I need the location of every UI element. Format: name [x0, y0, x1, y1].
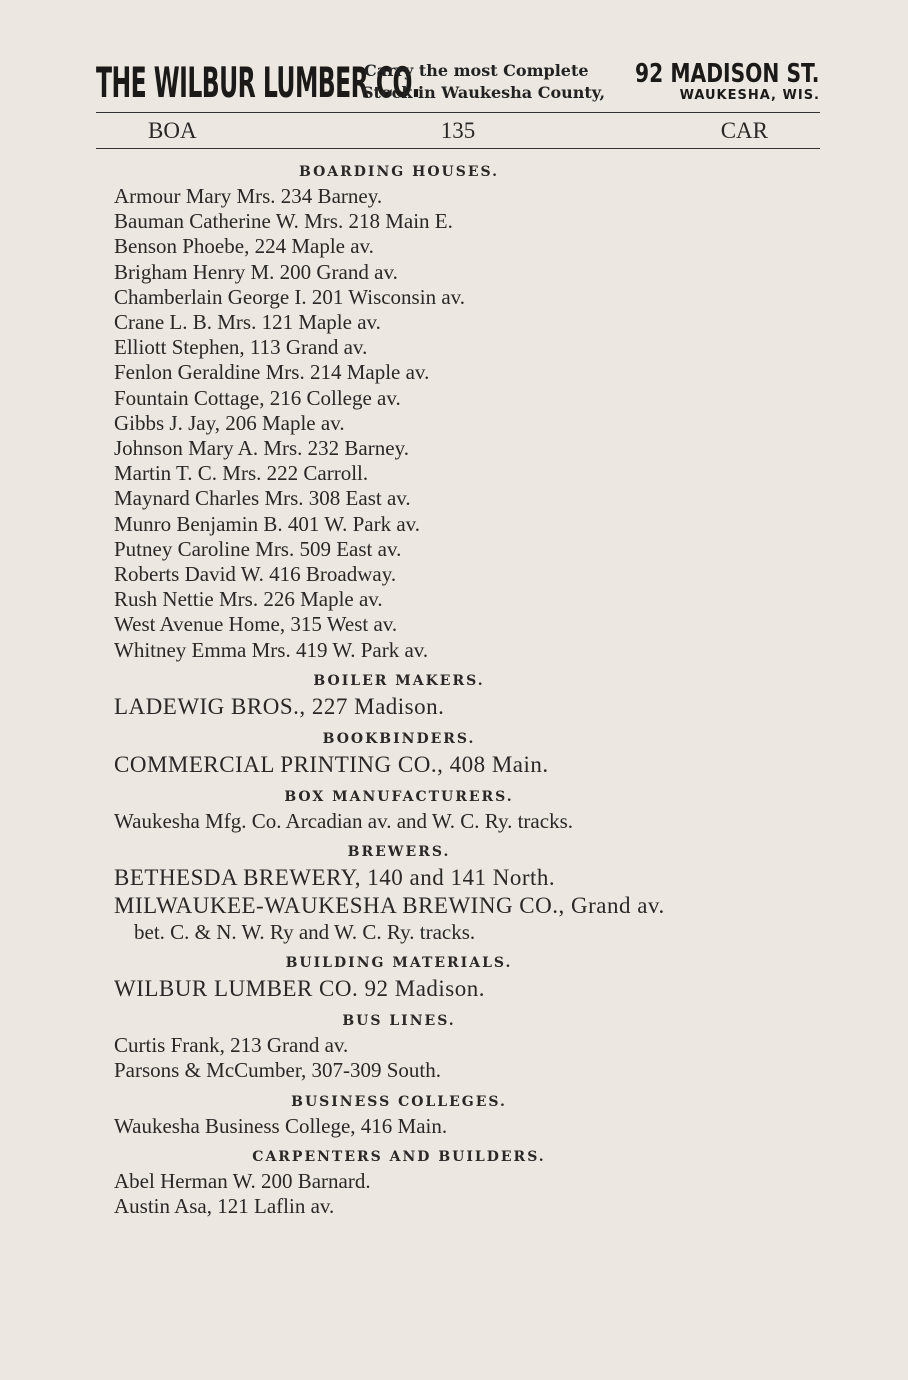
listing-entry: MILWAUKEE-WAUKESHA BREWING CO., Grand av.	[114, 893, 665, 919]
listing-entry: Waukesha Mfg. Co. Arcadian av. and W. C. Ry. tracks.	[114, 808, 573, 833]
listing-entry: Elliott Stephen, 113 Grand av.	[114, 335, 368, 360]
listing-entry: Armour Mary Mrs. 234 Barney.	[114, 184, 383, 208]
ad-slogan	[362, 60, 605, 104]
listing-entry: Martin T. C. Mrs. 222 Carroll.	[114, 461, 369, 486]
listing-entry: West Avenue Home, 315 West av.	[114, 612, 398, 637]
section-heading: BUSINESS COLLEGES.	[291, 1093, 507, 1110]
running-head-right: CAR	[720, 118, 768, 143]
listing-entry: Bauman Catherine W. Mrs. 218 Main E.	[114, 209, 453, 234]
ad-company-name: THE WILBUR LUMBER CO.	[96, 58, 420, 107]
section-heading: CARPENTERS AND BUILDERS.	[252, 1148, 546, 1165]
listing-entry: Austin Asa, 121 Laflin av.	[114, 1194, 335, 1219]
ad-street: 92 MADISON ST.	[635, 59, 820, 89]
listing-entry: WILBUR LUMBER CO. 92 Madison.	[114, 976, 485, 1002]
ad-address	[583, 60, 820, 104]
section-bookbinders	[114, 721, 814, 779]
listing-entry: Maynard Charles Mrs. 308 East av.	[114, 486, 411, 511]
section-building-materials	[114, 945, 814, 1003]
section-heading: BOX MANUFACTURERS.	[284, 788, 514, 805]
running-head	[96, 116, 820, 146]
section-boarding-houses	[114, 160, 814, 663]
section-heading: BREWERS.	[347, 844, 451, 861]
section-heading: BOARDING HOUSES.	[299, 164, 499, 180]
section-heading: BOILER MAKERS.	[313, 672, 485, 689]
listing-entry: Gibbs J. Jay, 206 Maple av.	[114, 410, 345, 435]
listing-entry: Putney Caroline Mrs. 509 East av.	[114, 536, 402, 561]
ad-slogan-line-1: Carry the most Complete	[364, 61, 589, 80]
listing-entry: Benson Phoebe, 224 Maple av.	[114, 234, 374, 259]
ad-city: WAUKESHA, WIS.	[679, 88, 820, 103]
directory-listing	[114, 160, 814, 1219]
header-rule-bottom	[96, 148, 820, 149]
running-head-left: BOA	[148, 118, 197, 143]
listing-entry: COMMERCIAL PRINTING CO., 408 Main.	[114, 751, 549, 777]
section-heading: BUS LINES.	[342, 1013, 456, 1030]
listing-entry: Crane L. B. Mrs. 121 Maple av.	[114, 310, 381, 335]
section-boiler-makers	[114, 663, 814, 721]
section-bus-lines	[114, 1003, 814, 1083]
listing-entry: Johnson Mary A. Mrs. 232 Barney.	[114, 436, 409, 461]
header-advertisement	[96, 60, 820, 106]
listing-entry: Fenlon Geraldine Mrs. 214 Maple av.	[114, 360, 430, 385]
page-number: 135	[440, 118, 476, 143]
listing-entry: Chamberlain George I. 201 Wisconsin av.	[114, 284, 466, 309]
listing-entry: Curtis Frank, 213 Grand av.	[114, 1033, 349, 1058]
listing-entry: Roberts David W. 416 Broadway.	[114, 562, 397, 587]
section-heading: BUILDING MATERIALS.	[285, 955, 513, 972]
section-heading: BOOKBINDERS.	[322, 730, 476, 747]
listing-entry: Brigham Henry M. 200 Grand av.	[114, 259, 398, 284]
header-rule-top	[96, 112, 820, 113]
listing-entry: Abel Herman W. 200 Barnard.	[114, 1168, 371, 1193]
ad-slogan-line-2: Stock in Waukesha County,	[362, 83, 606, 102]
listing-entry: Parsons & McCumber, 307-309 South.	[114, 1058, 441, 1083]
listing-entry: Whitney Emma Mrs. 419 W. Park av.	[114, 637, 429, 662]
section-box-manufacturers	[114, 779, 814, 834]
section-business-colleges	[114, 1084, 814, 1139]
listing-entry: Fountain Cottage, 216 College av.	[114, 385, 401, 410]
section-carpenters-and-builders	[114, 1139, 814, 1219]
listing-entry-continuation: bet. C. & N. W. Ry and W. C. Ry. tracks.	[134, 920, 476, 945]
listing-entry: Munro Benjamin B. 401 W. Park av.	[114, 511, 421, 536]
listing-entry: Waukesha Business College, 416 Main.	[114, 1113, 448, 1138]
listing-entry: Rush Nettie Mrs. 226 Maple av.	[114, 587, 383, 612]
listing-entry: BETHESDA BREWERY, 140 and 141 North.	[114, 865, 556, 891]
listing-entry: LADEWIG BROS., 227 Madison.	[114, 693, 445, 719]
section-brewers	[114, 834, 814, 945]
